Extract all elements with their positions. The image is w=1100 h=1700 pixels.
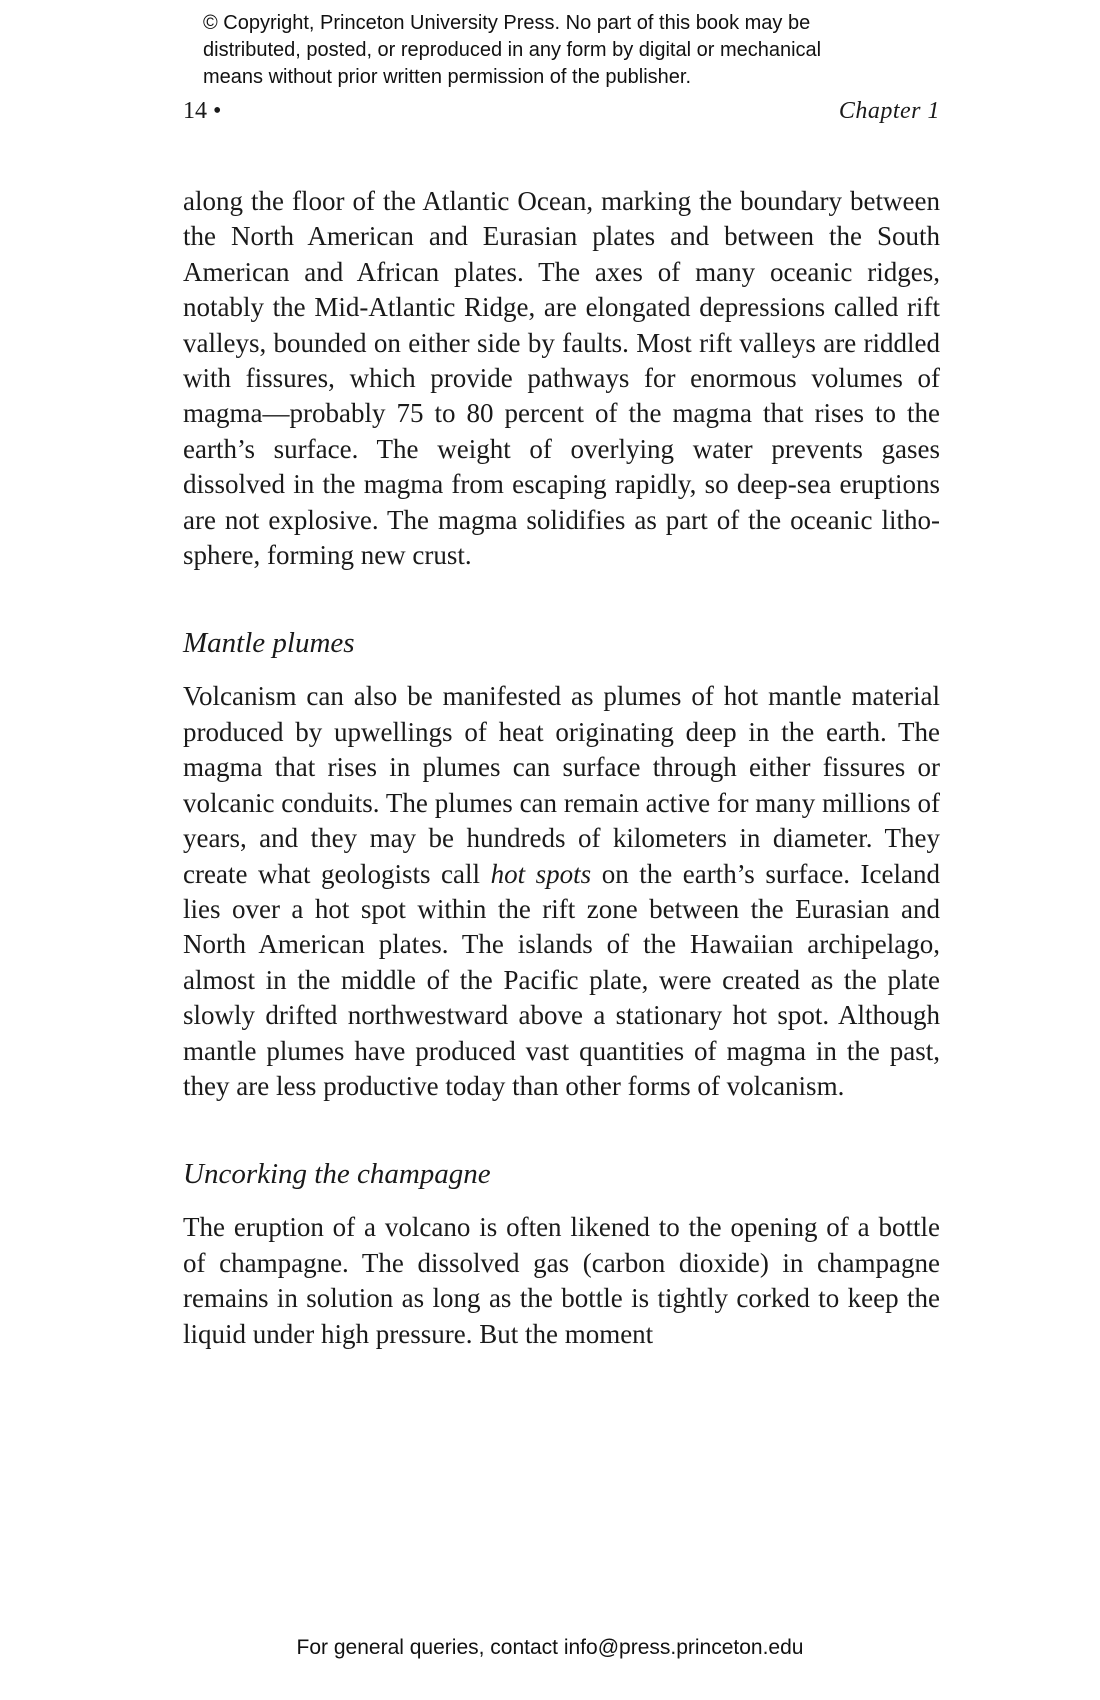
copyright-line-3: means without prior written permission of the publisher. (203, 66, 692, 88)
section-heading-mantle-plumes: Mantle plumes (183, 627, 355, 660)
mantle-text-after: on the earth’s surface. Iceland lies over a hot spot within the rift zone between the Eurasian and North American plates. The islands of the Hawaiian archipelago, almost in the middle of the Pacific plate, were created as the plate slowly drifted northwestward above a stationary hot spot. Although mantle plumes have produced vast quantities of magma in the past, they are less productive today than other forms of volcanism. (183, 858, 941, 1101)
section-heading-uncorking-champagne: Uncorking the champagne (183, 1158, 491, 1191)
chapter-label: Chapter 1 (838, 98, 940, 124)
copyright-line-1: © Copyright, Princeton University Press. No part of this book may be (203, 12, 811, 34)
page-number: 14 • (183, 98, 222, 124)
running-head (183, 98, 940, 130)
copyright-line-2: distributed, posted, or reproduced in any form by digital or mechanical (203, 39, 822, 61)
paragraph-rift-valleys: along the floor of the Atlantic Ocean, marking the boundary between the North American and Eurasian plates and between the South American and African plates. The axes of many oceanic ridges, notably the Mid-Atlantic Ridge, are elongated depressions called rift valleys, bounded on either side by faults. Most rift valleys are riddled with fissures, which provide pathways for enormous volumes of magma—probably 75 to 80 percent of the magma that rises to the earth’s surface. The weight of overlying water prevents gases dissolved in the magma from escaping rapidly, so deep-sea eruptions are not explosive. The magma solidifies as part of the oceanic lithosphere, forming new crust. (183, 186, 940, 571)
hot-spots-term: hot spots (490, 858, 592, 889)
paragraph-mantle-plumes (183, 679, 940, 1104)
footer-contact: For general queries, contact info@press.princeton.edu (296, 1636, 804, 1659)
paragraph-champagne: The eruption of a volcano is often likened to the opening of a bottle of champagne. The dissolved gas (carbon dioxide) in champagne remains in solution as long as the bottle is tightly corked to keep the liquid under high pressure. But the moment (183, 1212, 940, 1349)
body-text (183, 184, 940, 1352)
copyright-notice (203, 10, 963, 91)
mantle-text-before: Volcanism can also be manifested as plumes of hot mantle material produced by upwellings of heat originating deep in the earth. The magma that rises in plumes can surface through either fissures or volcanic conduits. The plumes can remain active for many millions of years, and they may be hundreds of kilometers in diameter. They create what geologists call (183, 681, 940, 889)
